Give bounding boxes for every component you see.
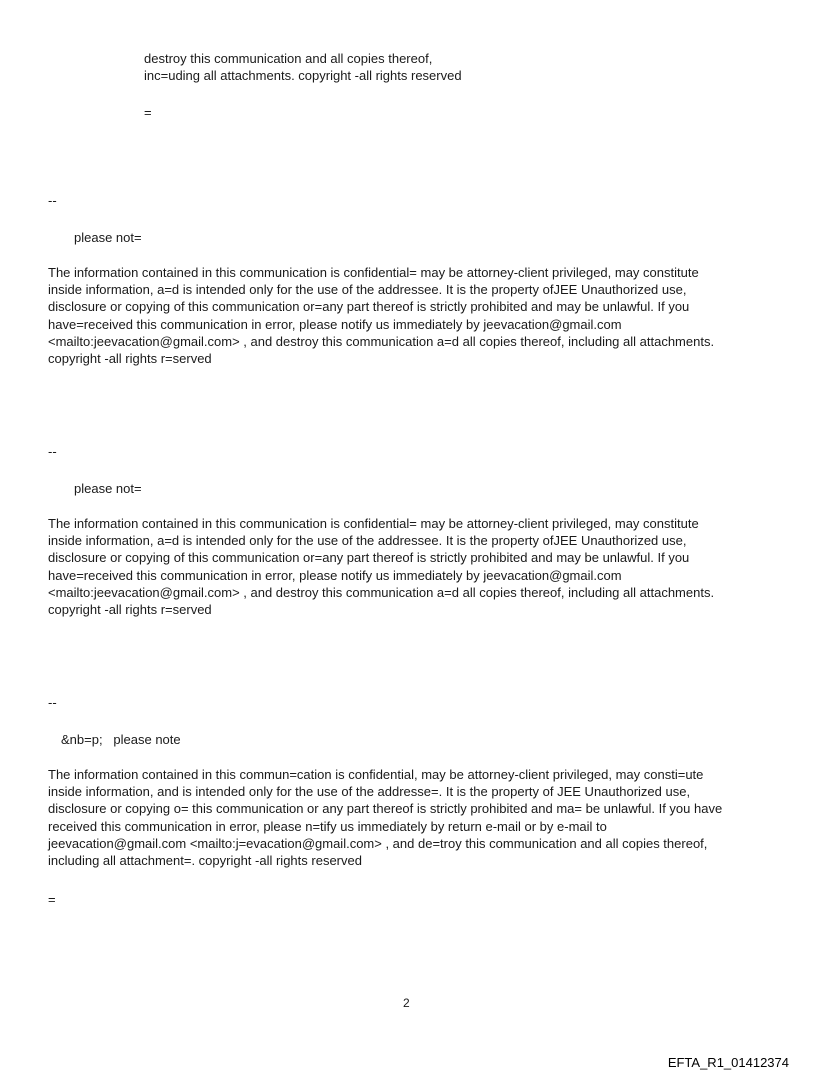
text-line: including all attachment=. copyright -all rights reserved: [48, 853, 362, 869]
top-block: [144, 50, 462, 84]
disclaimer-paragraph: [48, 766, 768, 869]
section-heading: &nb=p; please note: [61, 732, 181, 747]
text-line: disclosure or copying of this communication or=any part thereof is strictly prohibited and may be unlawful. If you: [48, 299, 690, 315]
text-line: <mailto:jeevacation@gmail.com> , and destroy this communication a=d all copies thereof, including all attachments.: [48, 333, 715, 349]
document-id: EFTA_R1_01412374: [667, 1055, 789, 1070]
text-line: inc=uding all attachments. copyright -all rights reserved: [144, 68, 462, 84]
text-line: The information contained in this communication is confidential= may be attorney-client privileged, may constitute: [48, 516, 699, 531]
separator: --: [48, 193, 57, 208]
text-line: inside information, a=d is intended only for the use of the addressee. It is the property ofJEE Unauthorized use,: [48, 282, 687, 298]
text-line: jeevacation@gmail.com <mailto:j=evacation@gmail.com> , and de=troy this communication and all copies thereof,: [48, 835, 708, 851]
disclaimer-paragraph: [48, 515, 768, 618]
text-line: The information contained in this communication is confidential= may be attorney-client privileged, may constitute: [48, 265, 699, 280]
text-line: <mailto:jeevacation@gmail.com> , and destroy this communication a=d all copies thereof, including all attachments.: [48, 584, 715, 600]
text-line: received this communication in error, please n=tify us immediately by return e-mail or by e-mail to: [48, 818, 607, 834]
text-line: inside information, a=d is intended only for the use of the addressee. It is the property ofJEE Unauthorized use,: [48, 533, 687, 549]
separator: --: [48, 444, 57, 459]
equals-marker: =: [48, 892, 56, 907]
text-line: disclosure or copying o= this communication or any part thereof is strictly prohibited and ma= be unlawful. If you have: [48, 801, 723, 817]
page-number: 2: [403, 996, 410, 1010]
text-line: inside information, and is intended only for the use of the addresse=. It is the property of JEE Unauthorized use,: [48, 784, 691, 800]
text-line: disclosure or copying of this communication or=any part thereof is strictly prohibited and may be unlawful. If you: [48, 550, 690, 566]
section-heading: please not=: [74, 230, 142, 245]
disclaimer-paragraph: [48, 264, 768, 367]
text-line: copyright -all rights r=served: [48, 351, 212, 367]
text-line: destroy this communication and all copies thereof,: [144, 51, 433, 66]
text-line: have=received this communication in error, please notify us immediately by jeevacation@gmail.com: [48, 316, 622, 332]
text-line: have=received this communication in error, please notify us immediately by jeevacation@gmail.com: [48, 567, 622, 583]
section-heading: please not=: [74, 481, 142, 496]
equals-marker: =: [144, 105, 152, 120]
separator: --: [48, 695, 57, 710]
text-line: copyright -all rights r=served: [48, 602, 212, 618]
text-line: The information contained in this commun=cation is confidential, may be attorney-client privileged, may consti=ute: [48, 767, 704, 782]
